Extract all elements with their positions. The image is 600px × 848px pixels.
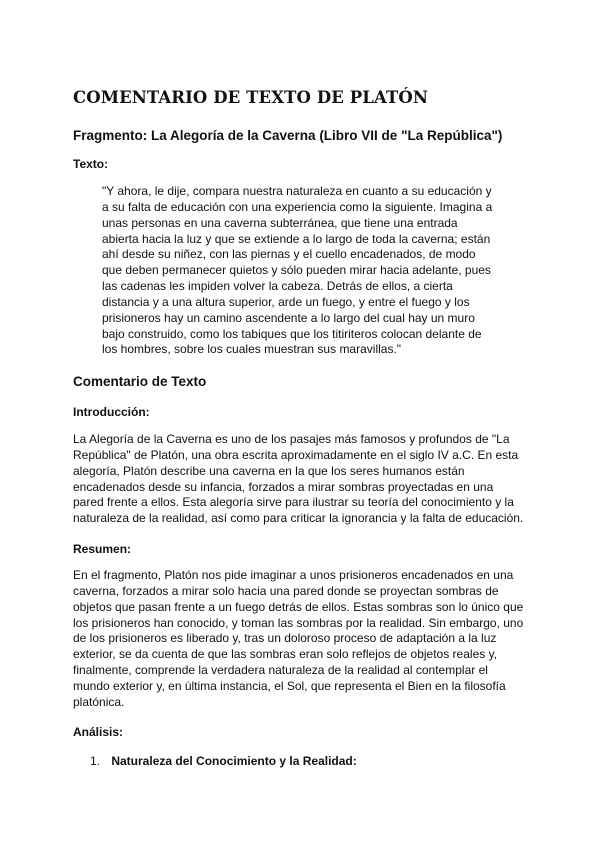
text-label: Texto: bbox=[73, 157, 109, 171]
analysis-label: Análisis: bbox=[73, 725, 124, 739]
quote-line: "Y ahora, le dije, compara nuestra naturaleza en cuanto a su educación y bbox=[102, 184, 492, 198]
summary-line: los prisioneros han conocido, y toman las sombras por la realidad. Sin embargo, uno bbox=[73, 615, 524, 630]
summary-label: Resumen: bbox=[73, 542, 132, 556]
intro-line: alegoría, Platón describe una caverna en la que los seres humanos están bbox=[73, 463, 465, 478]
quote-line: unas personas en una caverna subterránea, que tiene una entrada bbox=[102, 215, 458, 230]
fragment-subtitle: Fragmento: La Alegoría de la Caverna (Libro VII de "La República") bbox=[73, 128, 503, 143]
document-title: COMENTARIO DE TEXTO DE PLATÓN bbox=[73, 88, 429, 107]
comment-heading: Comentario de Texto bbox=[73, 374, 207, 389]
intro-line: encadenados desde su infancia, forzados a mirar sombras proyectadas en una bbox=[73, 479, 494, 494]
summary-line: objetos que pasan frente a un fuego detrás de ellos. Estas sombras son lo único que bbox=[73, 599, 524, 614]
list-number: 1. bbox=[90, 754, 101, 768]
quote-line: los hombres, sobre los cuales muestran sus maravillas." bbox=[102, 342, 402, 357]
quote-line: que deben permanecer quietos y sólo pueden mirar hacia adelante, pues bbox=[102, 263, 491, 278]
summary-paragraph bbox=[73, 568, 543, 711]
analysis-list-item bbox=[90, 754, 357, 768]
summary-line: finalmente, comprende la verdadera naturaleza de la realidad al contemplar el bbox=[73, 663, 488, 678]
summary-line: de los prisioneros es liberado y, tras un doloroso proceso de adaptación a la luz bbox=[73, 631, 497, 646]
quote-line: distancia y a una altura superior, arde un fuego, y entre el fuego y los bbox=[102, 294, 470, 309]
quote-line: bajo construido, como los tabiques que los titiriteros colocan delante de bbox=[102, 326, 482, 341]
intro-label: Introducción: bbox=[73, 405, 150, 419]
summary-line: exterior, se da cuenta de que las sombras eran solo reflejos de objetos reales y, bbox=[73, 647, 498, 662]
quote-line: a su falta de educación con una experiencia como la siguiente. Imagina a bbox=[102, 199, 493, 214]
intro-line: pared frente a ellos. Esta alegoría sirve para ilustrar su teoría del conocimiento y la bbox=[73, 495, 514, 510]
intro-paragraph bbox=[73, 432, 543, 527]
quoted-passage bbox=[102, 184, 562, 358]
quote-line: abierta hacia la luz y que se extiende a lo largo de toda la caverna; están bbox=[102, 231, 491, 246]
list-item-text: Naturaleza del Conocimiento y la Realidad: bbox=[111, 754, 357, 768]
quote-line: ahí desde su niñez, con las piernas y el cuello encadenados, de modo bbox=[102, 247, 476, 262]
intro-line: naturaleza de la realidad, así como para criticar la ignorancia y la falta de educación. bbox=[73, 511, 524, 526]
summary-line: mundo exterior y, en última instancia, el Sol, que representa el Bien en la filosofía bbox=[73, 678, 506, 693]
summary-line: caverna, forzados a mirar solo hacia una pared donde se proyectan sombras de bbox=[73, 583, 499, 598]
intro-line: República" de Platón, una obra escrita aproximadamente en el siglo IV a.C. En esta bbox=[73, 447, 519, 462]
quote-line: prisioneros hay un camino ascendente a lo largo del cual hay un muro bbox=[102, 310, 475, 325]
summary-line: platónica. bbox=[73, 694, 125, 709]
quote-line: las cadenas les impiden volver la cabeza. Detrás de ellos, a cierta bbox=[102, 279, 453, 294]
summary-line: En el fragmento, Platón nos pide imaginar a unos prisioneros encadenados en una bbox=[73, 568, 514, 582]
intro-line: La Alegoría de la Caverna es uno de los pasajes más famosos y profundos de "La bbox=[73, 432, 510, 446]
